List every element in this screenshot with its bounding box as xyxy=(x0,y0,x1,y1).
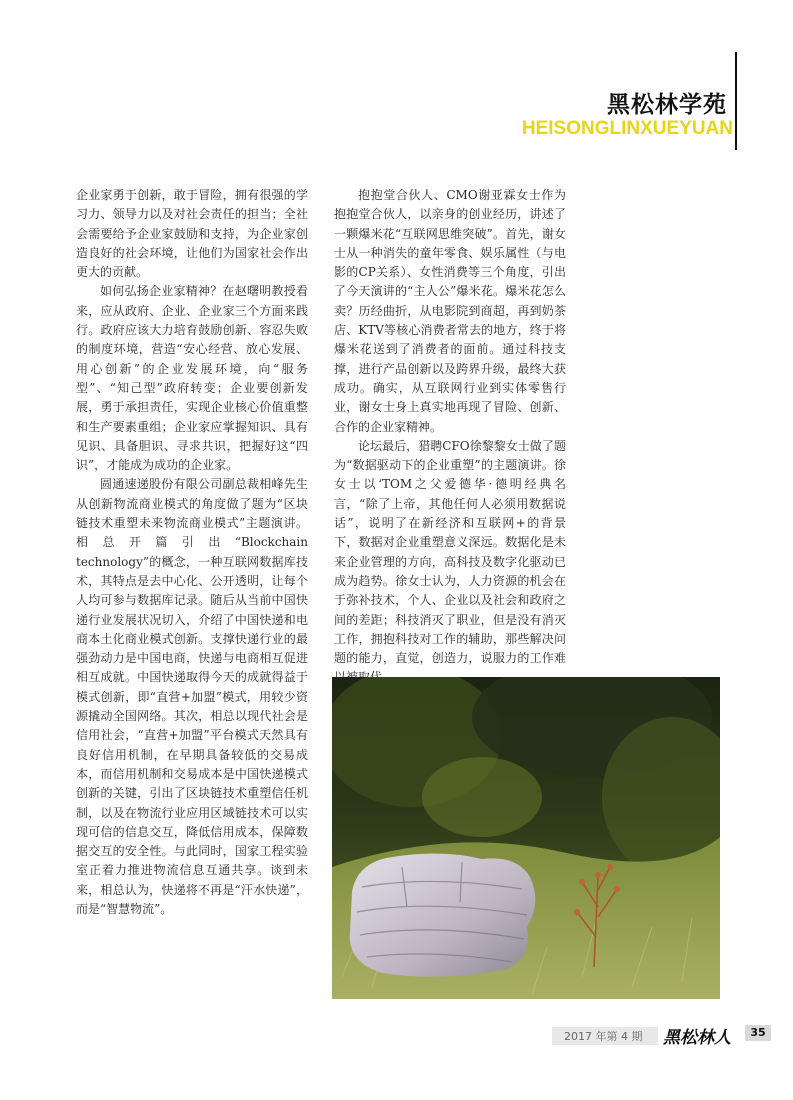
paragraph: 企业家勇于创新，敢于冒险，拥有很强的学习力、领导力以及对社会责任的担当；全社会需要给予企业家鼓励和支持，为企业家创造良好的社会环境，让他们为国家社会作出更大的贡献。 xyxy=(76,188,308,280)
rock-garden-photo xyxy=(332,677,720,999)
left-text-column xyxy=(76,186,308,919)
header-vertical-rule xyxy=(735,52,737,150)
column-title-pinyin: HEISONGLINXUEYUAN xyxy=(521,118,733,139)
paragraph: 论坛最后，猎聘CFO徐黎黎女士做了题为“数据驱动下的企业重塑”的主题演讲。徐女士以‘TOM之父爱德华·德明经典名言，“除了上帝，其他任何人必须用数据说话”，说明了在新经济和互联网+的背景下，数据对企业重塑意义深远。数据化是未来企业管理的方向，高科技及数字化驱动已成为趋势。徐女士认为，人力资源的机会在于弥补技术，个人、企业以及社会和政府之间的差距；科技消灭了职业，但是没有消灭工作，拥抱科技对工作的辅助，那些解决问题的能力，直觉，创造力，说服力的工作难 xyxy=(334,438,566,666)
paragraph: 抱抱堂合伙人、CMO谢亚霖女士作为抱抱堂合伙人，以亲身的创业经历，讲述了一颗爆米花“互联网思维突破”。首先，谢女士从一种消失的童年零食、娱乐属性（与电影的CP关系）、女性消费等三个角度，引出了今天演讲的“主人公”爆米花。爆米花怎么卖？历经曲折，从电影院到商超，再到奶茶店、KTV等核心消费者常去的地方，终于将爆米花送到了消费者的面前。通过科技支撑，进行产品创新以及跨界升级，最终大获成功。确实，从互联网行业到实体零售行业，谢女士身上真实地再现了冒险、创新、合作的企业家精神。 xyxy=(334,188,566,434)
paragraph: 圆通速递股份有限公司副总裁相峰先生从创新物流商业模式的角度做了题为“区块链技术重塑未来物流商业模式”主题演讲。相总开篇引出“Blockchain technology”的概念，一种互联网数据库技术，其特点是去中心化、公开透明，让每个人均可参与数据库记录。随后从当前中国快递行业发展状况切入，介绍了中国快递和电商本土化商业模式创新。支撑快递行业的最强劲动力是中国电商，快递与电商相互促进相互成就。中国快递取得今天的成就得益于模式创新，即“直营+加盟”模式，用较少资源撬动全国网络。其次，相总以现代社会是信用社会，“直营+加盟”平台模式天然具有良好信用机制，在早期具备较低的交易成本，而信用机制和交易成本是中国快递模式创新的关键，引出了区块链技术重塑信任机制，以及在物流行业应用区域链技术可以实现可信的信息交互，降低信用成本，保障数据交互的安全性。与此同时，国家工程实验室正着力推进物流信息互通共享。谈到未来，相总认为，快递将不再是“汗水快递”，而是“智慧物流”。 xyxy=(76,477,308,916)
right-text-column xyxy=(334,186,566,713)
issue-label: 2017 年第 4 期 xyxy=(552,1027,658,1045)
paragraph: 如何弘扬企业家精神？在赵曙明教授看来，应从政府、企业、企业家三个方面来践行。政府应该大力培育鼓励创新、容忍失败的制度环境，营造“安心经营、放心发展、用心创新”的企业发展环境，向“服务型”、“知己型”政府转变；企业要创新发展，勇于承担责任，实现企业核心价值重整和生产要素重组；企业家应掌握知识、具有见识、具备胆识、寻求共识，把握好这“四识”，才能成为成功的企业家。 xyxy=(76,284,308,473)
magazine-logo: 黑松林人 xyxy=(663,1028,731,1048)
page-number: 35 xyxy=(745,1025,771,1041)
column-title: 黑松林学苑 xyxy=(607,92,727,118)
